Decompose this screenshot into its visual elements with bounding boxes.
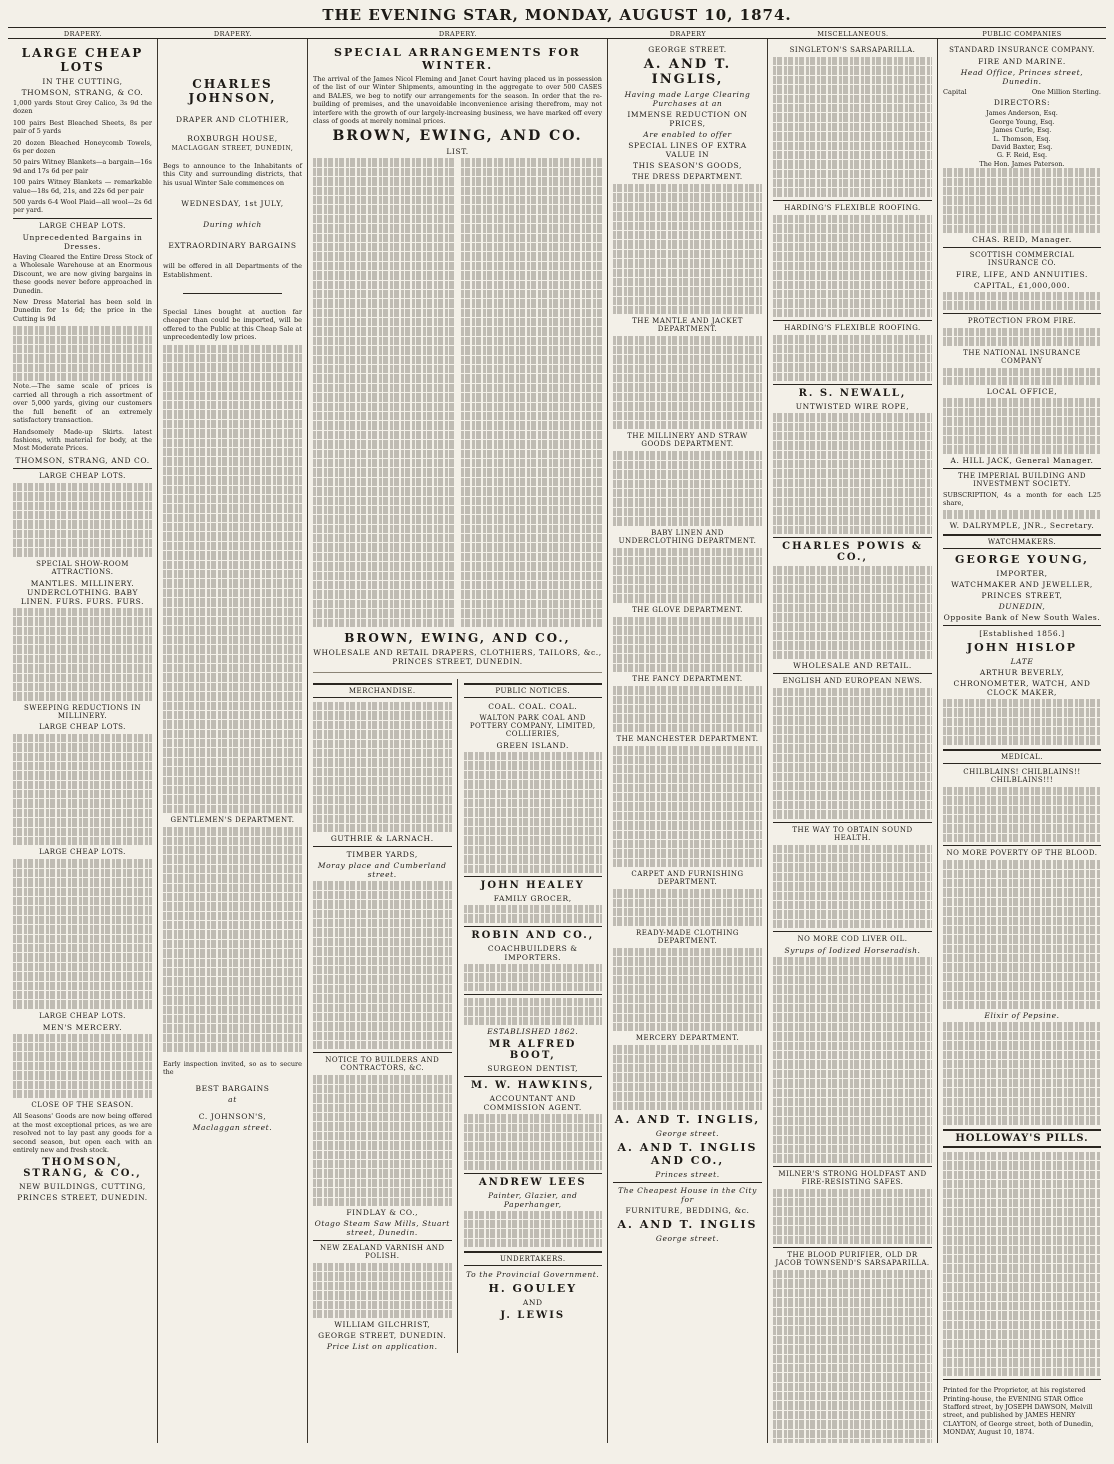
ad-heading: THE FANCY DEPARTMENT. xyxy=(632,675,743,684)
ad-address: GEORGE STREET. xyxy=(648,45,727,54)
ad-footer-firm: BROWN, EWING, AND CO., xyxy=(344,630,571,645)
ad-address: Maclaggan street. xyxy=(192,1123,273,1133)
columns xyxy=(8,39,1106,1443)
ad-subtitle: MACLAGGAN STREET, DUNEDIN, xyxy=(171,145,294,152)
ad-heading: NO MORE POVERTY OF THE BLOOD. xyxy=(946,849,1098,858)
ad-johnson xyxy=(163,77,302,1138)
ad-firm: A. AND T. INGLIS, xyxy=(643,57,732,87)
ad-heading: READY-MADE CLOTHING DEPARTMENT. xyxy=(636,928,739,945)
ad-text: During which xyxy=(203,220,262,230)
paragraph: will be offered in all Departments of the Establishment. xyxy=(163,262,302,279)
ad-heading: THE MILLINERY AND STRAW GOODS DEPARTMENT. xyxy=(627,432,748,449)
section-undertakers: UNDERTAKERS. xyxy=(464,1251,603,1266)
director: G. F. Reid, Esq. xyxy=(996,151,1048,160)
section-watchmakers: WATCHMAKERS. xyxy=(943,534,1101,549)
ad-subheading: Unprecedented Bargains in Dresses. xyxy=(22,232,143,251)
ad-footer-firm: A. AND T. INGLIS, xyxy=(614,1113,761,1127)
ad-title: CHARLES JOHNSON, xyxy=(188,77,277,105)
ad-title: JOHN HEALEY xyxy=(480,880,585,892)
ad-text: [Established 1856.] xyxy=(979,628,1065,638)
ad-address: Opposite Bank of New South Wales. xyxy=(943,612,1101,622)
ad-subheading: Elixir of Pepsine. xyxy=(984,1011,1060,1021)
section-headers xyxy=(8,30,1106,39)
paragraph: Begs to announce to the Inhabitants of this City and surrounding districts, that his usual Winter Sale commences on xyxy=(163,162,302,187)
ad-firm: BROWN, EWING, AND CO. xyxy=(332,128,583,145)
ad-heading: THE GLOVE DEPARTMENT. xyxy=(632,605,743,614)
ad-text: Having made Large Clearing Purchases at an xyxy=(624,90,751,108)
ad-title: LARGE CHEAP LOTS xyxy=(21,46,144,74)
ad-title: TIMBER YARDS, xyxy=(346,850,418,860)
ad-subtitle: DRAPER AND CLOTHIER, xyxy=(176,115,289,124)
ad-footer-addr: George street. xyxy=(655,1234,720,1244)
ad-text: LATE xyxy=(1010,656,1034,666)
ad-address: GEORGE STREET, DUNEDIN. xyxy=(318,1331,447,1341)
ad-heading: CHILBLAINS! CHILBLAINS!! CHILBLAINS!!! xyxy=(963,767,1081,784)
paragraph: Handsomely Made-up Skirts. latest fashions, with material for body, at the Most Moderate Prices. xyxy=(13,427,152,453)
ad-sign: THOMSON, STRANG, AND CO. xyxy=(15,455,150,465)
ad-text: To the Provincial Government. xyxy=(466,1270,600,1280)
ad-subheading: SURGEON DENTIST, xyxy=(487,1064,579,1074)
ad-subheading: ACCOUNTANT AND COMMISSION AGENT. xyxy=(483,1094,582,1113)
list-item: 50 pairs Witney Blankets—a bargain—16s 9d and 17s 6d per pair xyxy=(13,158,152,175)
ad-heading: NOTICE TO BUILDERS AND CONTRACTORS, &C. xyxy=(325,1056,440,1073)
ad-footer-firm: A. AND T. INGLIS xyxy=(617,1218,758,1232)
ad-footer-firm: A. AND T. INGLIS AND CO., xyxy=(617,1141,758,1168)
ad-sign: WILLIAM GILCHRIST, xyxy=(334,1320,431,1330)
ad-subheading: WATCHMAKER AND JEWELLER, xyxy=(951,579,1093,589)
ad-highlight: THIS SEASON'S GOODS, xyxy=(632,161,743,170)
ad-title: MR ALFRED BOOT, xyxy=(489,1039,577,1062)
section-header: MISCELLANEOUS. xyxy=(817,30,889,38)
paragraph: Special Lines bought at auction far cheaper than could be imported, will be offered to the Public at this Cheap Sale at unprecedentedly low prices. xyxy=(163,308,302,342)
ad-heading: STANDARD INSURANCE COMPANY. xyxy=(949,46,1095,54)
ad-heading: LARGE CHEAP LOTS. xyxy=(39,221,126,230)
ad-heading: BABY LINEN AND UNDERCLOTHING DEPARTMENT. xyxy=(618,528,757,545)
ad-title: M. W. HAWKINS, xyxy=(471,1080,595,1092)
ad-subheading: MEN'S MERCERY. xyxy=(42,1022,123,1032)
ad-footer-addr: NEW BUILDINGS, CUTTING, xyxy=(19,1182,146,1192)
ad-title: H. GOULEY xyxy=(488,1282,578,1296)
ad-heading: MERCERY DEPARTMENT. xyxy=(635,1034,740,1043)
ad-heading: HARDING'S FLEXIBLE ROOFING. xyxy=(784,203,921,212)
ad-heading: THE WAY TO OBTAIN SOUND HEALTH. xyxy=(792,825,913,842)
ad-text: Are enabled to offer xyxy=(643,130,732,139)
paragraph: Having Cleared the Entire Dress Stock of a Wholesale Warehouse at an Enormous Discount, we are now giving bargains in these goods never before approached in Dunedin. xyxy=(13,252,152,295)
ad-subheading: LIST. xyxy=(446,147,469,157)
ad-subheading: FAMILY GROCER, xyxy=(493,894,572,904)
ad-subheading: IMPORTER, xyxy=(996,568,1048,578)
ad-firm: THOMSON, STRANG, & CO. xyxy=(21,88,144,97)
imprint: Printed for the Proprietor, at his registered Printing-house, the EVENING STAR Office Stafford street, by JOSEPH DAWSON, Melvill street, and published by JAMES HENRY CLAYTON, of George street, both of Dunedin, MONDAY, August 10, 1874. xyxy=(943,1386,1094,1437)
column-5 xyxy=(768,39,938,1443)
ad-heading: PROTECTION FROM FIRE. xyxy=(967,316,1077,325)
ad-thomson xyxy=(13,46,152,1208)
ad-sign: C. JOHNSON'S, xyxy=(198,1112,267,1122)
section-header: DRAPERY. xyxy=(63,30,103,38)
ad-footer-addr: George street. xyxy=(655,1129,720,1139)
ad-heading: SCOTTISH COMMERCIAL INSURANCE CO. xyxy=(969,250,1075,267)
ad-footer-firm: THOMSON, STRANG, & CO., xyxy=(23,1157,142,1180)
ad-subheading: LOCAL OFFICE, xyxy=(986,387,1058,397)
ad-subheading: WHOLESALE AND RETAIL. xyxy=(793,661,912,671)
paragraph: SUBSCRIPTION, 4s a month for each L25 share, xyxy=(943,490,1101,508)
ad-heading: THE MANCHESTER DEPARTMENT. xyxy=(616,735,759,744)
ad-subheading: UNTWISTED WIRE ROPE, xyxy=(795,402,910,412)
ad-heading: LARGE CHEAP LOTS. xyxy=(39,722,126,731)
ad-holloway: HOLLOWAY'S PILLS. xyxy=(943,1129,1101,1148)
column-2 xyxy=(158,39,308,1443)
ad-highlight: IMMENSE REDUCTION ON PRICES, xyxy=(627,110,748,128)
ad-highlight: FURNITURE, BEDDING, &c. xyxy=(625,1206,750,1216)
ad-text: The Cheapest House in the City for xyxy=(618,1186,757,1205)
ad-subtitle: IN THE CUTTING, xyxy=(42,77,123,86)
column-3 xyxy=(308,39,608,1443)
paragraph: New Dress Material has been sold in Dunedin for 1s 6d; the price in the Cutting is 9d xyxy=(13,297,152,323)
director: The Hon. James Paterson. xyxy=(979,159,1065,168)
ad-highlight: BEST BARGAINS xyxy=(195,1084,270,1094)
ad-address: DUNEDIN, xyxy=(998,601,1046,611)
ad-title: SPECIAL ARRANGEMENTS FOR WINTER. xyxy=(334,46,581,72)
ad-heading: MILNER'S STRONG HOLDFAST AND FIRE-RESISTING SAFES. xyxy=(778,1169,927,1186)
ad-heading: THE NATIONAL INSURANCE COMPANY xyxy=(963,348,1081,365)
paragraph: Note.—The same scale of prices is carried all through a rich assortment of over 5,000 yards, giving our customers the full benefit of an extremely satisfactory transaction. xyxy=(13,382,152,425)
section-header: DRAPERY. xyxy=(213,30,253,38)
ad-heading: LARGE CHEAP LOTS. xyxy=(39,1011,126,1020)
ad-heading: LARGE CHEAP LOTS. xyxy=(39,471,126,480)
capital-label: Capital xyxy=(943,88,967,96)
ad-heading: ENGLISH AND EUROPEAN NEWS. xyxy=(782,677,923,686)
ad-subheading: FIRE AND MARINE. xyxy=(978,57,1066,66)
ad-subheading: GREEN ISLAND. xyxy=(496,740,570,750)
section-merchandise: MERCHANDISE. xyxy=(313,683,452,698)
ad-title: ANDREW LEES xyxy=(478,1176,587,1188)
ad-sign: W. DALRYMPLE, JNR., Secretary. xyxy=(949,520,1095,530)
ad-heading: LARGE CHEAP LOTS. xyxy=(39,848,126,857)
director: L. Thomson, Esq. xyxy=(993,134,1051,143)
ad-title: CHARLES POWIS & CO., xyxy=(782,541,923,564)
column-1 xyxy=(8,39,158,1443)
ad-heading: NEW ZEALAND VARNISH AND POLISH. xyxy=(319,1243,445,1260)
director: David Baxter, Esq. xyxy=(991,143,1053,152)
ad-subheading: CHRONOMETER, WATCH, AND CLOCK MAKER, xyxy=(953,678,1091,697)
ad-heading: NO MORE COD LIVER OIL. xyxy=(797,935,908,944)
list-item: 500 yards 6-4 Wool Plaid—all wool—2s 6d per yard. xyxy=(13,198,152,215)
ad-footer-sub: WHOLESALE AND RETAIL DRAPERS, CLOTHIERS, TAILORS, &c., PRINCES STREET, DUNEDIN. xyxy=(313,647,602,666)
paragraph: All Seasons' Goods are now being offered at the most exceptional prices, as we are resolved not to lay past any goods for a second season, but open each with an entirely new and fresh stock. xyxy=(13,1112,152,1155)
ad-heading: SPECIAL SHOW-ROOM ATTRACTIONS. xyxy=(36,559,129,576)
ad-subheading: Painter, Glazier, and Paperhanger, xyxy=(488,1190,578,1209)
column-4 xyxy=(608,39,768,1443)
ad-heading: SWEEPING REDUCTIONS IN MILLINERY. xyxy=(23,703,142,720)
ad-title: R. S. NEWALL, xyxy=(798,388,907,400)
ad-heading: WALTON PARK COAL AND POTTERY COMPANY, LIMITED, COLLIERIES, xyxy=(469,713,596,738)
ad-address: Otago Steam Saw Mills, Stuart street, Dunedin. xyxy=(314,1218,450,1237)
ad-text: at xyxy=(228,1095,237,1105)
section-medical: MEDICAL. xyxy=(943,749,1101,764)
masthead: THE EVENING STAR, MONDAY, AUGUST 10, 1874. xyxy=(8,6,1106,28)
ad-heading: THE MANTLE AND JACKET DEPARTMENT. xyxy=(632,317,743,334)
ad-title: ROBIN AND CO., xyxy=(471,929,595,941)
ad-address: Moray place and Cumberland street. xyxy=(317,861,447,880)
ad-address: Head Office, Princes street, Dunedin. xyxy=(960,68,1084,86)
paragraph: The arrival of the James Nicol Fleming and Janet Court having placed us in possession of the list of our Winter Shipments, amounting in the aggregate to over 500 CASES and BALES, we beg to notify our arrangements for the season. In order that the re-building of premises, and the unavoidable inconvenience arising therefrom, may not interfere with the growth of our largely-increasing business, we have marked off every class of goods at merely nominal prices. xyxy=(313,75,602,126)
section-public-notices: PUBLIC NOTICES. xyxy=(464,683,603,698)
ad-title: JOHN HISLOP xyxy=(966,640,1078,654)
section-header: DRAPERY. xyxy=(438,30,478,38)
ad-sign: GUTHRIE & LARNACH. xyxy=(330,834,434,844)
ad-subheading: COACHBUILDERS & IMPORTERS. xyxy=(487,943,578,962)
ad-highlight: EXTRAORDINARY BARGAINS xyxy=(168,241,297,251)
list-item: 1,000 yards Stout Grey Calico, 3s 9d the dozen xyxy=(13,99,152,116)
directors-label: DIRECTORS: xyxy=(993,98,1051,108)
director: George Young, Esq. xyxy=(989,117,1055,126)
ad-subheading: FIRE, LIFE, AND ANNUITIES. xyxy=(956,269,1088,279)
ad-title: J. LEWIS xyxy=(500,1310,566,1322)
ad-heading: GENTLEMEN'S DEPARTMENT. xyxy=(170,816,295,825)
ad-subheading: Syrups of Iodized Horseradish. xyxy=(784,946,921,956)
list-item: 100 pairs Witney Blankets — remarkable value—18s 6d, 21s, and 22s 6d per pair xyxy=(13,178,152,195)
ad-subtitle: ROXBURGH HOUSE, xyxy=(187,134,278,143)
ad-heading: SINGLETON'S SARSAPARILLA. xyxy=(789,46,916,54)
ad-heading: THE DRESS DEPARTMENT. xyxy=(632,173,743,181)
ad-body xyxy=(13,99,152,215)
capital-value: One Million Sterling. xyxy=(1031,88,1101,96)
ad-sign: FINDLAY & CO., xyxy=(346,1207,419,1217)
ad-heading: CLOSE OF THE SEASON. xyxy=(31,1101,134,1110)
ad-heading: HARDING'S FLEXIBLE ROOFING. xyxy=(784,324,921,333)
ad-text: ESTABLISHED 1862. xyxy=(487,1027,579,1037)
director: James Anderson, Esq. xyxy=(986,109,1058,118)
ad-sign: A. HILL JACK, General Manager. xyxy=(950,455,1094,465)
ad-heading: THE BLOOD PURIFIER, OLD DR JACOB TOWNSEND'S SARSAPARILLA. xyxy=(775,1251,930,1268)
section-header: PUBLIC COMPANIES xyxy=(982,30,1062,38)
ad-heading: CARPET AND FURNISHING DEPARTMENT. xyxy=(631,870,744,887)
ad-subheading: CAPITAL, £1,000,000. xyxy=(973,280,1071,290)
ad-highlight: SPECIAL LINES OF EXTRA VALUE IN xyxy=(628,141,747,159)
ad-text: AND xyxy=(522,1298,543,1308)
ad-text: Price List on application. xyxy=(326,1342,438,1352)
ad-date: WEDNESDAY, 1st JULY, xyxy=(181,199,284,209)
director: James Curle, Esq. xyxy=(992,126,1052,135)
ad-heading: THE IMPERIAL BUILDING AND INVESTMENT SOCIETY. xyxy=(958,471,1086,488)
ad-subheading: ARTHUR BEVERLY, xyxy=(979,667,1065,677)
column-6 xyxy=(938,39,1106,1443)
section-header: DRAPERY xyxy=(669,30,707,38)
list-item: 100 pairs Best Bleached Sheets, 8s per pair of 5 yards xyxy=(13,118,152,136)
list-item: 20 dozen Bleached Honeycomb Towels, 6s per dozen xyxy=(13,138,152,156)
ad-brown-ewing xyxy=(313,46,602,673)
ad-subheading: MANTLES. MILLINERY. UNDERCLOTHING. BABY LINEN. FURS. FURS. FURS. xyxy=(20,578,145,606)
ad-title: GEORGE YOUNG, xyxy=(954,552,1090,566)
ad-footer-addr: PRINCES STREET, DUNEDIN. xyxy=(17,1193,148,1203)
ad-address: PRINCES STREET, xyxy=(981,590,1063,600)
ad-title: COAL. COAL. COAL. xyxy=(488,701,578,711)
paragraph: Early inspection invited, so as to secure the xyxy=(163,1059,302,1076)
ad-footer-addr: Princes street. xyxy=(655,1170,720,1180)
ad-sign: CHAS. REID, Manager. xyxy=(972,234,1072,244)
